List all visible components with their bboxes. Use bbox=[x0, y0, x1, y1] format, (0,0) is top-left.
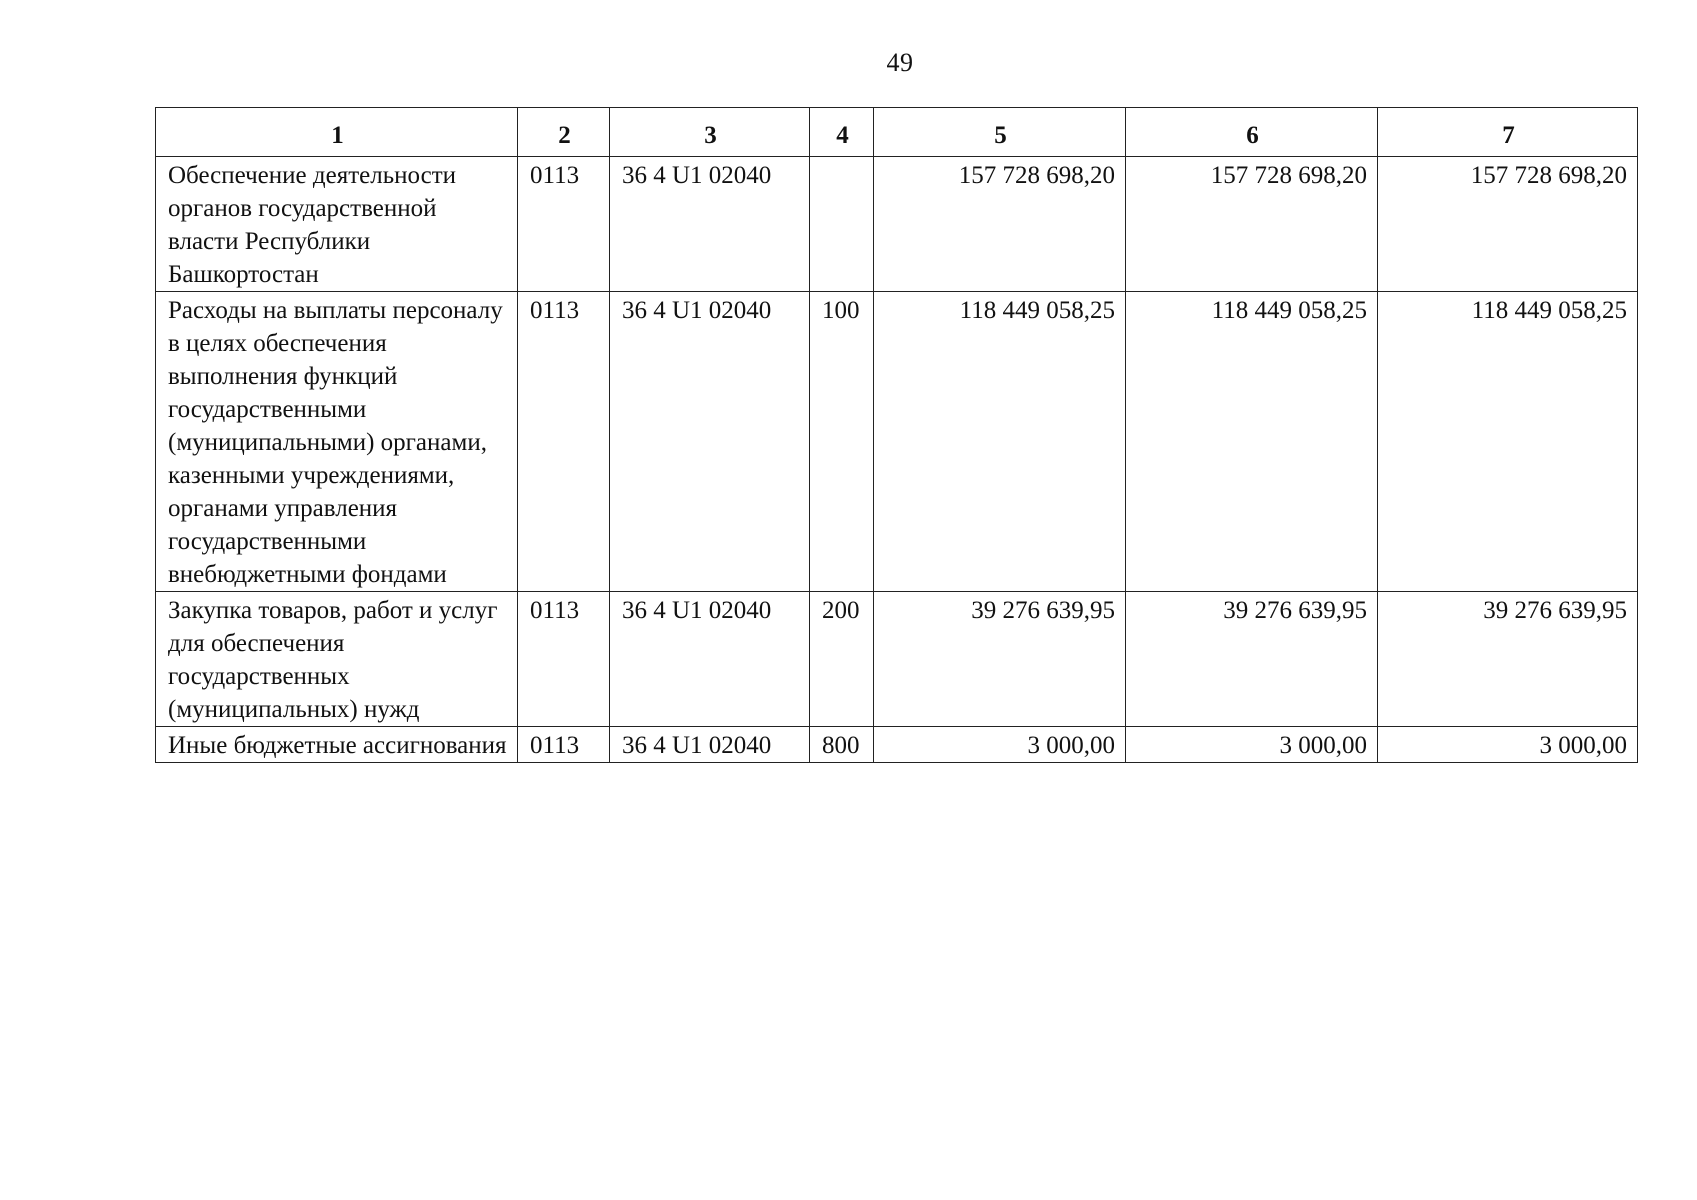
header-row bbox=[156, 108, 1638, 157]
column-header-4: 4 bbox=[810, 108, 874, 157]
row-target-code: 36 4 U1 02040 bbox=[610, 157, 810, 292]
column-header-2: 2 bbox=[518, 108, 610, 157]
row-value-6: 3 000,00 bbox=[1126, 727, 1378, 763]
row-target-code: 36 4 U1 02040 bbox=[610, 292, 810, 592]
row-value-7: 39 276 639,95 bbox=[1378, 592, 1638, 727]
row-value-5: 118 449 058,25 bbox=[874, 292, 1126, 592]
column-header-7: 7 bbox=[1378, 108, 1638, 157]
column-header-3: 3 bbox=[610, 108, 810, 157]
row-type-code bbox=[810, 157, 874, 292]
row-value-6: 157 728 698,20 bbox=[1126, 157, 1378, 292]
table-row bbox=[156, 727, 1638, 763]
column-header-5: 5 bbox=[874, 108, 1126, 157]
row-section-code: 0113 bbox=[518, 727, 610, 763]
row-value-7: 118 449 058,25 bbox=[1378, 292, 1638, 592]
row-type-code: 100 bbox=[810, 292, 874, 592]
row-value-6: 118 449 058,25 bbox=[1126, 292, 1378, 592]
row-section-code: 0113 bbox=[518, 157, 610, 292]
column-header-1: 1 bbox=[156, 108, 518, 157]
column-header-6: 6 bbox=[1126, 108, 1378, 157]
row-value-5: 157 728 698,20 bbox=[874, 157, 1126, 292]
row-target-code: 36 4 U1 02040 bbox=[610, 592, 810, 727]
row-section-code: 0113 bbox=[518, 292, 610, 592]
table-row bbox=[156, 592, 1638, 727]
row-name: Закупка товаров, работ и услуг для обеспечения государственных (муниципальных) нужд bbox=[156, 592, 518, 727]
row-value-6: 39 276 639,95 bbox=[1126, 592, 1378, 727]
page-number: 49 bbox=[886, 48, 914, 77]
row-name: Расходы на выплаты персоналу в целях обеспечения выполнения функций государственными (муниципальными) органами, казенными учреждениями, органами управления государственными внебюджетными фондами bbox=[156, 292, 518, 592]
row-target-code: 36 4 U1 02040 bbox=[610, 727, 810, 763]
table-row bbox=[156, 157, 1638, 292]
row-type-code: 800 bbox=[810, 727, 874, 763]
row-value-7: 157 728 698,20 bbox=[1378, 157, 1638, 292]
row-section-code: 0113 bbox=[518, 592, 610, 727]
row-value-5: 39 276 639,95 bbox=[874, 592, 1126, 727]
row-type-code: 200 bbox=[810, 592, 874, 727]
row-value-7: 3 000,00 bbox=[1378, 727, 1638, 763]
table-row bbox=[156, 292, 1638, 592]
row-value-5: 3 000,00 bbox=[874, 727, 1126, 763]
budget-table bbox=[155, 107, 1638, 763]
row-name: Обеспечение деятельности органов государственной власти Республики Башкортостан bbox=[156, 157, 518, 292]
row-name: Иные бюджетные ассигнования bbox=[156, 727, 518, 763]
